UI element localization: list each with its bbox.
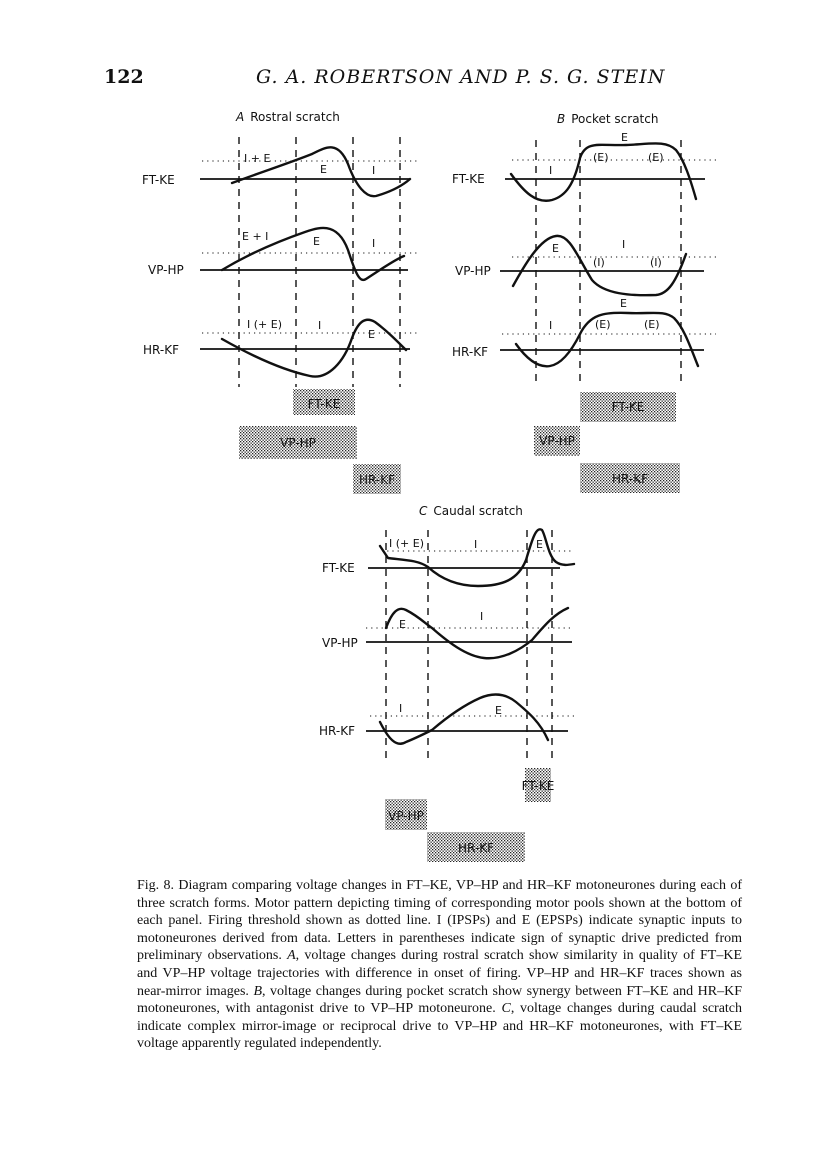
panel-b-label-hr-kf: HR-KF: [452, 345, 488, 359]
caption-panel-a-text: , voltage changes during rostral scratch show similarity in quality of FT–KE and VP–HP voltage trajectories with difference in onset of firing. VP–HP and HR–KF traces shown as near-mirror images.: [137, 948, 742, 999]
panel-a-drive-label: I (+ E): [247, 318, 282, 331]
panel-b-drive-label: E: [552, 242, 559, 255]
panel-a-letter: A: [236, 110, 245, 124]
panel-a-bar-label: FT-KE: [307, 397, 341, 411]
panel-b-letter: B: [557, 112, 566, 126]
panel-c-drive-label: E: [495, 704, 502, 717]
panel-b-drive-label: (I): [650, 256, 662, 269]
panel-b-bar-label: HR-KF: [612, 472, 648, 486]
page-number: 122: [104, 66, 144, 88]
panel-c-title: [419, 504, 523, 518]
panel-c-title-text: Caudal scratch: [433, 504, 523, 518]
caption-panel-a-letter: A: [287, 948, 296, 964]
panel-b-drive-label: I: [549, 319, 553, 332]
panel-b-label-ft-ke: FT-KE: [452, 172, 485, 186]
panel-a-title: [235, 110, 340, 124]
running-head: G. A. ROBERTSON AND P. S. G. STEIN: [256, 66, 666, 88]
panel-c-drive-label: I: [474, 538, 478, 551]
panel-c: [319, 504, 576, 862]
panel-b: [452, 112, 716, 493]
panel-a-drive-label: E: [368, 328, 375, 341]
panel-a: [142, 110, 418, 494]
panel-b-drive-label: I: [549, 164, 553, 177]
panel-b-drive-label: (E): [644, 318, 660, 331]
panel-a-label-hr-kf: HR-KF: [143, 343, 179, 357]
panel-a-drive-label: E: [313, 235, 320, 248]
panel-a-drive-label: E: [320, 163, 327, 176]
panel-b-bar-label: FT-KE: [611, 400, 645, 414]
panel-c-drive-label: E: [536, 538, 543, 551]
panel-b-drive-label: (I): [593, 256, 605, 269]
panel-c-letter: C: [419, 504, 428, 518]
panel-c-label-hr-kf: HR-KF: [319, 724, 355, 738]
panel-a-drive-label: I: [372, 164, 376, 177]
panel-c-label-vp-hp: VP-HP: [322, 636, 358, 650]
figure-caption: [137, 877, 742, 1053]
panel-b-drive-label: E: [620, 297, 627, 310]
panel-c-label-ft-ke: FT-KE: [322, 561, 355, 575]
panel-b-title-text: Pocket scratch: [571, 112, 659, 126]
panel-a-drive-label: E + I: [242, 230, 269, 243]
panel-c-bar-label: HR-KF: [458, 841, 494, 855]
panel-a-drive-label: I + E: [244, 152, 271, 165]
panel-a-bar-label: HR-KF: [359, 473, 395, 487]
panel-b-drive-label: (E): [593, 151, 609, 164]
panel-c-drive-label: I (+ E): [389, 537, 424, 550]
caption-summary: Diagram comparing voltage changes in FT–KE, VP–HP and HR–KF motoneurones during each of three scratch forms. Motor pattern depicting timing of corresponding motor pools shown at the bottom of each panel. Firing threshold shown as dotted line. I (IPSPs) and E (EPSPs) indicate synaptic inputs to motoneurones derived from data. Letters in parentheses indicate sign of synaptic drive predicted from preliminary observations.: [137, 878, 742, 964]
panel-c-bar-label: FT-KE: [521, 779, 555, 793]
panel-b-label-vp-hp: VP-HP: [455, 264, 491, 278]
panel-b-title: [557, 112, 658, 126]
caption-panel-b-text: , voltage changes during pocket scratch show synergy between FT–KE and HR–KF motoneurones, with antagonist drive to VP–HP motoneurone.: [137, 983, 742, 1017]
panel-a-title-text: Rostral scratch: [250, 110, 340, 124]
panel-a-drive-label: I: [372, 237, 376, 250]
panel-a-bar-label: VP-HP: [280, 436, 316, 450]
panel-c-trace-hr-kf: [380, 695, 548, 744]
panel-b-drive-label: I: [622, 238, 626, 251]
panel-a-label-ft-ke: FT-KE: [142, 173, 175, 187]
panel-a-label-vp-hp: VP-HP: [148, 263, 184, 277]
panel-c-drive-label: I: [480, 610, 484, 623]
panel-c-drive-label: I: [399, 702, 403, 715]
panel-c-drive-label: E: [399, 618, 406, 631]
caption-panel-c-letter: C: [501, 1001, 511, 1017]
panel-c-trace-vp-hp: [386, 608, 568, 658]
caption-panel-c-text: , voltage changes during caudal scratch indicate complex mirror-image or reciprocal drive to VP–HP and HR–KF motoneurones, with FT–KE voltage apparently regulated independently.: [137, 1001, 743, 1052]
panel-c-bar-label: VP-HP: [388, 809, 424, 823]
panel-b-drive-label: (E): [648, 151, 664, 164]
panel-b-bar-label: VP-HP: [539, 434, 575, 448]
caption-panel-b-letter: B: [253, 983, 263, 999]
caption-fig-label: Fig. 8.: [137, 878, 175, 893]
panel-a-drive-label: I: [318, 319, 322, 332]
panel-b-drive-label: E: [621, 131, 628, 144]
panel-b-drive-label: (E): [595, 318, 611, 331]
